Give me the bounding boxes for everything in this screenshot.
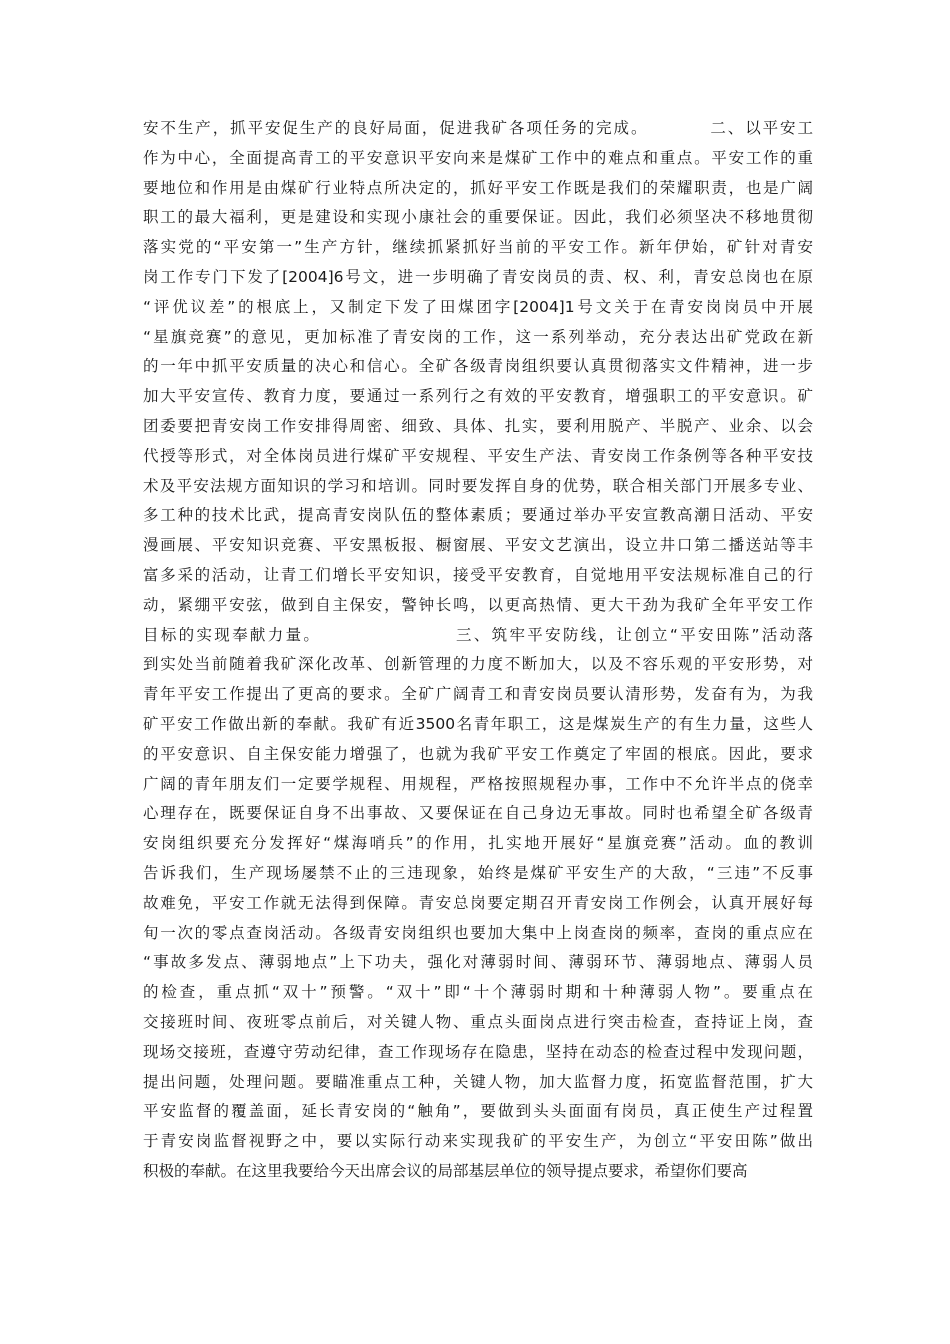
text-line: 富多采的活动，让青工们增长平安知识，接受平安教育，自觉地用平安法规标准自己的行 [143,565,813,584]
text-line: 的平安意识、自主保安能力增强了，也就为我矿平安工作奠定了牢固的根底。因此，要求 [143,744,813,763]
text-line: 积极的奉献。在这里我要给今天出席会议的局部基层单位的领导提点要求，希望你们要高 [143,1161,748,1180]
text-line: 漫画展、平安知识竞赛、平安黑板报、橱窗展、平安文艺演出，设立井口第二播送站等丰 [143,536,813,555]
text-line: 职工的最大福利，更是建设和实现小康社会的重要保证。因此，我们必须坚决不移地贯彻 [143,208,813,227]
text-line: “评优议差”的根底上，又制定下发了田煤团字[2004]1号文关于在青安岗岗员中开展 [143,297,813,316]
text-line: 旬一次的零点查岗活动。各级青安岗组织也要加大集中上岗查岗的频率，查岗的重点应在 [143,923,813,942]
text-line: “事故多发点、薄弱地点”上下功夫，强化对薄弱时间、薄弱环节、薄弱地点、薄弱人员 [143,953,813,972]
text-line: 故难免，平安工作就无法得到保障。青安总岗要定期召开青安岗工作例会，认真开展好每 [143,893,813,912]
text-line: 告诉我们，生产现场屡禁不止的三违现象，始终是煤矿平安生产的大敌，“三违”不反事 [143,863,813,882]
text-line: “星旗竞赛”的意见，更加标准了青安岗的工作，这一系列举动，充分表达出矿党政在新 [143,327,813,346]
text-line: 动，紧绷平安弦，做到自主保安，警钟长鸣，以更高热情、更大干劲为我矿全年平安工作 [143,595,813,614]
text-line: 提出问题，处理问题。要瞄准重点工种，关键人物，加大监督力度，拓宽监督范围，扩大 [143,1072,813,1091]
text-line: 加大平安宣传、教育力度，要通过一系列行之有效的平安教育，增强职工的平安意识。矿 [143,387,813,406]
text-line: 现场交接班，查遵守劳动纪律，查工作现场存在隐患，坚持在动态的检查过程中发现问题， [143,1042,813,1061]
text-line: 术及平安法规方面知识的学习和培训。同时要发挥自身的优势，联合相关部门开展多专业、 [143,476,813,495]
text-line: 交接班时间、夜班零点前后，对关键人物、重点头面岗点进行突击检查，查持证上岗，查 [143,1012,813,1031]
text-line: 到实处当前随着我矿深化改革、创新管理的力度不断加大，以及不容乐观的平安形势，对 [143,655,813,674]
text-line: 心理存在，既要保证自身不出事故、又要保证在自己身边无事故。同时也希望全矿各级青 [143,804,813,823]
text-line: 作为中心，全面提高青工的平安意识平安向来是煤矿工作中的难点和重点。平安工作的重 [143,148,813,167]
text-line: 团委要把青安岗工作安排得周密、细致、具体、扎实，要利用脱产、半脱产、业余、以会 [143,416,813,435]
text-line: 落实党的“平安第一”生产方针，继续抓紧抓好当前的平安工作。新年伊始，矿针对青安 [143,238,813,257]
text-line: 的检查，重点抓“双十”预警。“双十”即“十个薄弱时期和十种薄弱人物”。要重点在 [143,983,813,1002]
text-line: 要地位和作用是由煤矿行业特点所决定的，抓好平安工作既是我们的荣耀职责，也是广阔 [143,178,813,197]
text-line: 广阔的青年朋友们一定要学规程、用规程，严格按照规程办事，工作中不允许半点的侥幸 [143,774,813,793]
text-line: 青年平安工作提出了更高的要求。全矿广阔青工和青安岗员要认清形势，发奋有为，为我 [143,685,813,704]
text-line: 代授等形式，对全体岗员进行煤矿平安规程、平安生产法、青安岗工作条例等各种平安技 [143,446,813,465]
text-line: 的一年中抓平安质量的决心和信心。全矿各级青岗组织要认真贯彻落实文件精神，进一步 [143,357,813,376]
text-line: 矿平安工作做出新的奉献。我矿有近3500名青年职工，这是煤炭生产的有生力量，这些人 [143,714,813,733]
text-line: 多工种的技术比武，提高青安岗队伍的整体素质；要通过举办平安宣教高潮日活动、平安 [143,506,813,525]
text-line: 目标的实现奉献力量。 三、筑牢平安防线，让创立“平安田陈”活动落 [143,625,813,644]
body-text [143,114,813,1187]
text-line: 岗工作专门下发了[2004]6号文，进一步明确了青安岗员的责、权、利，青安总岗也在原 [143,267,813,286]
text-line: 平安监督的覆盖面，延长青安岗的“触角”，要做到头头面面有岗员，真正使生产过程置 [143,1102,813,1121]
text-line: 安不生产，抓平安促生产的良好局面，促进我矿各项任务的完成。 二、以平安工 [143,119,813,137]
text-line: 于青安岗监督视野之中，要以实际行动来实现我矿的平安生产，为创立“平安田陈”做出 [143,1132,813,1151]
text-line: 安岗组织要充分发挥好“煤海哨兵”的作用，扎实地开展好“星旗竞赛”活动。血的教训 [143,834,813,853]
